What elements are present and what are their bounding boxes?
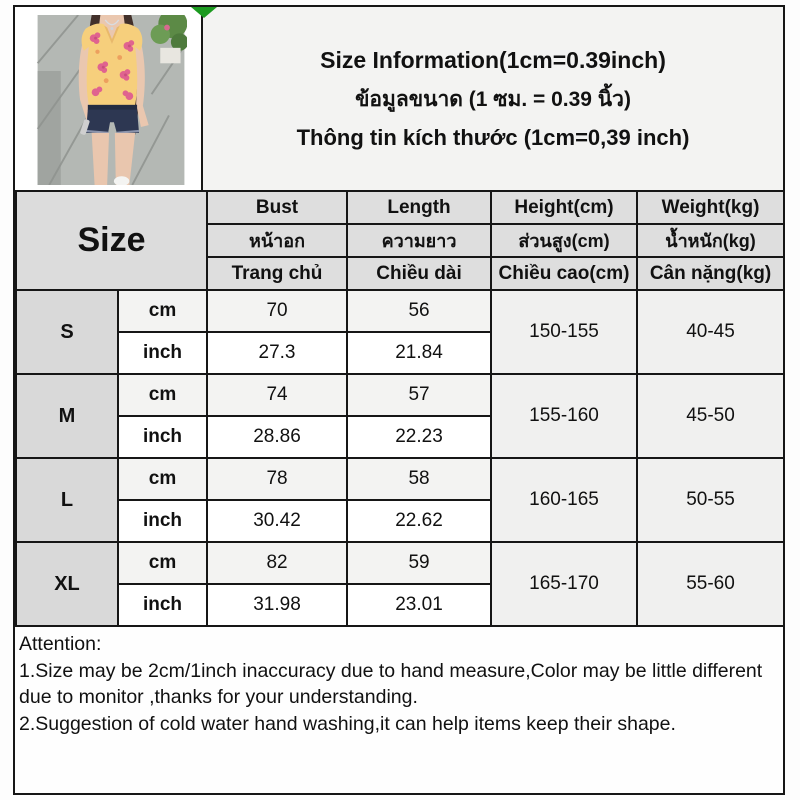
header-height-vi: Chiều cao(cm) [491,257,637,290]
attention-section [15,627,783,793]
length-inch-xl: 23.01 [347,584,491,626]
height-range-xl: 165-170 [491,542,637,626]
table-row-s-cm [16,290,784,332]
size-table [15,190,785,627]
length-inch-l: 22.62 [347,500,491,542]
table-row-l-cm [16,458,784,500]
bust-inch-l: 30.42 [207,500,347,542]
bust-cm-s: 70 [207,290,347,332]
length-inch-m: 22.23 [347,416,491,458]
bust-cm-xl: 82 [207,542,347,584]
length-cm-l: 58 [347,458,491,500]
unit-label-cm: cm [118,542,207,584]
bust-inch-xl: 31.98 [207,584,347,626]
unit-label-cm: cm [118,374,207,416]
weight-range-l: 50-55 [637,458,784,542]
weight-range-xl: 55-60 [637,542,784,626]
weight-range-s: 40-45 [637,290,784,374]
header-bust-th: หน้าอก [207,224,347,257]
bust-inch-s: 27.3 [207,332,347,374]
length-cm-m: 57 [347,374,491,416]
attention-note-1: 1.Size may be 2cm/1inch inaccuracy due to hand measure,Color may be little different due to monitor ,thanks for your understanding. [19,659,763,709]
header-bust-vi: Trang chủ [207,257,347,290]
header-row-english [16,191,784,224]
length-inch-s: 21.84 [347,332,491,374]
title-vietnamese: Thông tin kích thước (1cm=0,39 inch) [296,124,690,150]
attention-heading: Attention: [19,633,102,655]
length-cm-s: 56 [347,290,491,332]
unit-label-cm: cm [118,458,207,500]
bust-inch-m: 28.86 [207,416,347,458]
title-block [203,7,783,190]
header-weight-vi: Cân nặng(kg) [637,257,784,290]
header-length-en: Length [347,191,491,224]
attention-note-2: 2.Suggestion of cold water hand washing,it can help items keep their shape. [19,712,676,735]
weight-range-m: 45-50 [637,374,784,458]
title-thai: ข้อมูลขนาด (1 ซม. = 0.39 นิ้ว) [355,87,631,111]
height-range-s: 150-155 [491,290,637,374]
top-band [15,7,783,190]
content-frame [13,5,785,795]
bust-cm-l: 78 [207,458,347,500]
table-row-m-cm [16,374,784,416]
product-photo-illustration [35,15,187,185]
unit-label-inch: inch [118,332,207,374]
height-range-l: 160-165 [491,458,637,542]
unit-label-inch: inch [118,416,207,458]
size-cell-l: L [16,458,118,542]
size-cell-m: M [16,374,118,458]
size-cell-s: S [16,290,118,374]
height-range-m: 155-160 [491,374,637,458]
header-weight-th: น้ำหนัก(kg) [637,224,784,257]
header-weight-en: Weight(kg) [637,191,784,224]
green-corner-accent [191,7,217,18]
table-row-xl-cm [16,542,784,584]
header-height-en: Height(cm) [491,191,637,224]
length-cm-xl: 59 [347,542,491,584]
header-length-vi: Chiều dài [347,257,491,290]
title-english: Size Information(1cm=0.39inch) [320,46,666,73]
unit-label-cm: cm [118,290,207,332]
header-length-th: ความยาว [347,224,491,257]
bust-cm-m: 74 [207,374,347,416]
size-header-cell: Size [16,191,207,290]
header-bust-en: Bust [207,191,347,224]
size-cell-xl: XL [16,542,118,626]
header-height-th: ส่วนสูง(cm) [491,224,637,257]
unit-label-inch: inch [118,584,207,626]
unit-label-inch: inch [118,500,207,542]
product-photo-cell [15,7,203,190]
